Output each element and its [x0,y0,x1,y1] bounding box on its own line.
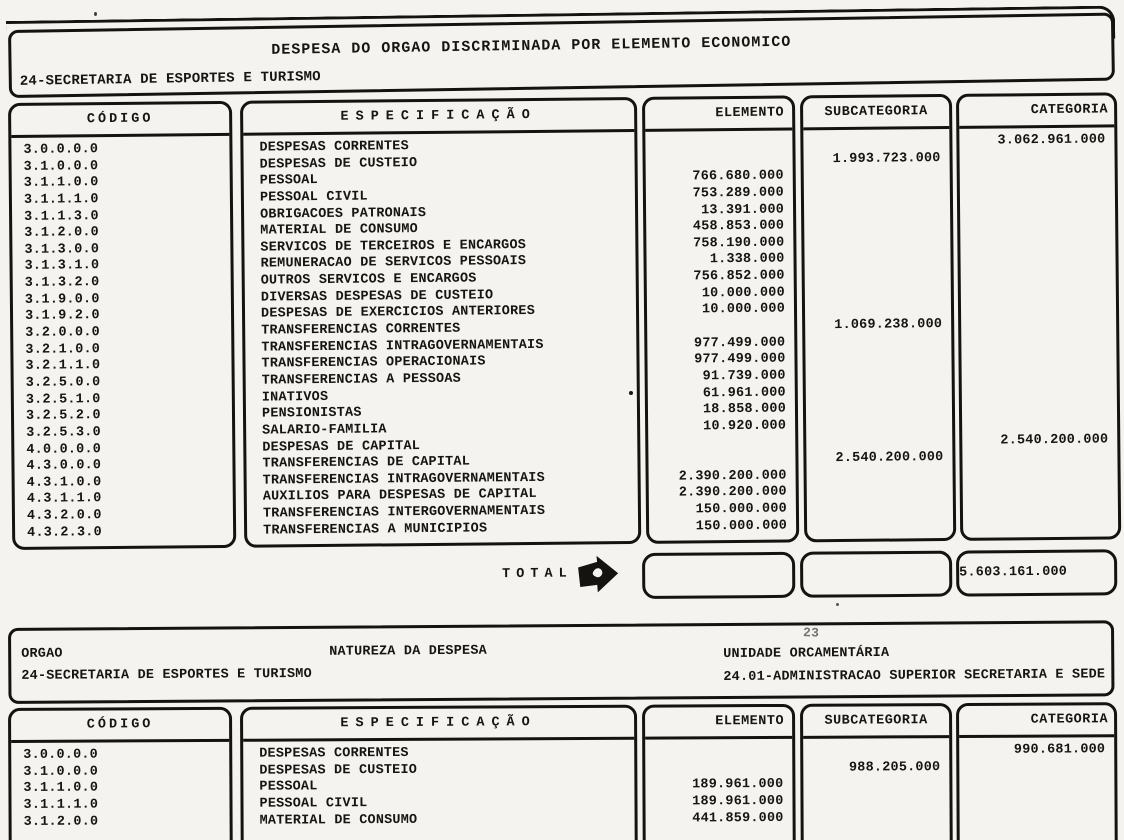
especificacao-cells [243,740,635,840]
subcategoria-cell [806,367,952,385]
total-subcategoria-box [800,551,952,598]
subcategoria-cell [803,776,949,793]
categoria-cell [959,775,1114,792]
column-header-codigo: CÓDIGO [11,710,229,743]
elemento-cell: 458.853.000 [692,218,785,235]
categoria-cell [961,299,1116,317]
categoria-cell [959,149,1114,167]
spec-cell: TRANSFERENCIAS A MUNICIPIOS [263,521,488,539]
total-subcategoria-value [803,554,949,595]
report-org-line: 24-SECRETARIA DE ESPORTES E TURISMO [19,69,321,90]
code-cell: 3.2.5.2.0 [25,408,101,425]
column-header-especificacao: ESPECIFICAÇÃO [243,708,634,742]
elemento-cell: 766.680.000 [692,168,784,185]
categoria-cell [963,482,1118,500]
categoria-cell [961,332,1116,350]
column-subcategoria [800,703,953,840]
code-cell: 3.1.1.0.0 [23,175,99,192]
code-cell: 3.1.9.0.0 [24,291,100,308]
code-cell: 3.1.0.0.0 [23,158,99,175]
categoria-cells [959,737,1115,840]
spec-cell: PESSOAL [259,779,318,795]
column-elemento [642,95,799,543]
elemento-cell: 13.391.000 [700,202,785,218]
column-header-elemento: ELEMENTO [645,98,792,131]
spec-cell: PESSOAL CIVIL [259,796,368,812]
code-cell: 4.0.0.0.0 [26,441,102,458]
subcategoria-cell [804,234,950,252]
code-cell: 3.2.5.3.0 [26,425,101,441]
column-categoria [956,702,1118,840]
subcategoria-cell: 988.205.000 [848,759,941,776]
column-subcategoria [800,94,956,542]
spec-cell: TRANSFERENCIAS OPERACIONAIS [261,354,486,372]
categoria-cell [961,282,1116,300]
categoria-cell [961,315,1116,333]
spec-cell: DESPESAS DE CAPITAL [262,438,421,456]
spec-cell: DESPESAS DE EXERCICIOS ANTERIORES [260,304,536,322]
subcategoria-cell [804,250,950,268]
subcategoria-cell [806,384,952,402]
elemento-cells [645,130,796,540]
elemento-cell: 91.739.000 [702,368,786,385]
column-especificacao [240,97,641,548]
elemento-cell: 150.000.000 [695,501,788,518]
spec-cell: TRANSFERENCIAS INTRAGOVERNAMENTAIS [262,470,545,489]
elemento-cell [648,435,795,453]
code-cell: 3.1.2.0.0 [23,814,99,830]
code-cell: 3.1.1.1.0 [23,192,99,208]
elemento-cell: 189.961.000 [692,777,784,793]
spec-cell: DESPESAS CORRENTES [259,745,409,762]
subcategoria-cell [803,743,949,760]
spec-cell: SERVICOS DE TERCEIROS E ENCARGOS [260,237,527,256]
subcategoria-cell [807,517,953,535]
elemento-cell: 18.858.000 [702,401,787,418]
subcategoria-cell [807,500,953,518]
unidade-label: UNIDADE ORCAMENTÁRIA [723,645,890,663]
elemento-cell [645,761,792,778]
elemento-cell: 977.499.000 [693,335,786,352]
spec-cell: TRANSFERENCIAS A PESSOAS [261,371,461,389]
subcategoria-cell [804,810,950,827]
column-header-subcategoria: SUBCATEGORIA [803,97,949,130]
subcategoria-cell: 2.540.200.000 [835,450,944,467]
column-header-especificacao: ESPECIFICAÇÃO [243,100,634,136]
elemento-cell: 441.859.000 [692,810,784,826]
total-elemento-value [645,555,792,596]
code-cell: 3.1.1.1.0 [23,797,99,813]
elemento-cell: 189.961.000 [692,793,784,810]
subcategoria-cells [803,738,950,840]
subcategoria-cell [806,417,952,435]
categoria-cell [960,809,1115,826]
elemento-cell [648,452,795,470]
subcategoria-cell [804,217,950,235]
elemento-cell [645,744,792,761]
subcategoria-cell [807,483,953,501]
elemento-cell: 10.000.000 [701,285,785,302]
elemento-cell: 1.338.000 [709,252,785,268]
categoria-cell: 990.681.000 [1013,742,1106,758]
total-row [8,547,1117,606]
code-cell: 3.2.5.0.0 [25,375,101,391]
categoria-cells [959,127,1118,537]
total-elemento-box [642,552,795,599]
column-categoria [956,92,1121,541]
column-header-categoria: CATEGORIA [959,95,1114,128]
categoria-cell: 2.540.200.000 [1000,431,1109,449]
elemento-cell: 61.961.000 [702,385,786,401]
code-cell: 3.1.3.1.0 [24,258,100,275]
elemento-cell: 2.390.200.000 [678,468,787,485]
unidade-value: 24.01-ADMINISTRACAO SUPERIOR SECRETARIA E SEDE [723,667,1106,686]
column-elemento [642,704,796,840]
categoria-cell: 3.062.961.000 [997,132,1106,149]
spec-cell: DESPESAS CORRENTES [259,139,409,156]
code-cell: 3.1.0.0.0 [23,764,99,780]
subcategoria-cell [804,201,950,219]
codigo-cells [11,136,233,547]
spec-cell: PENSIONISTAS [261,405,362,422]
scan-speckle [836,603,839,606]
spec-cell: AUXILIOS PARA DESPESAS DE CAPITAL [262,487,537,506]
subcategoria-cell [803,793,949,810]
categoria-cell [961,349,1116,367]
column-header-categoria: CATEGORIA [959,705,1114,738]
orgao-label: ORGAO [21,646,63,662]
spec-cell: OUTROS SERVICOS E ENCARGOS [260,271,477,289]
column-header-elemento: ELEMENTO [645,707,792,740]
elemento-cell [645,135,792,153]
categoria-cell [959,759,1114,776]
subcategoria-cell [807,467,953,485]
total-categoria-box [956,549,1117,596]
elemento-cell: 10.000.000 [701,301,786,318]
subcategoria-cell [803,134,949,152]
elemento-cell: 756.852.000 [693,268,785,285]
code-cell: 3.2.1.1.0 [25,358,101,375]
page-number-mark: 23 [802,625,820,641]
categoria-cell [963,515,1118,533]
subcategoria-cell [804,184,950,202]
spec-cell: DIVERSAS DESPESAS DE CUSTEIO [260,288,494,306]
scan-speckle [94,12,97,16]
elemento-cell: 753.289.000 [692,185,784,202]
codigo-cells [11,742,230,840]
report-title: DESPESA DO ORGAO DISCRIMINADA POR ELEMENTO ECONOMICO [271,33,792,59]
categoria-cell [962,449,1117,467]
subcategoria-cell [806,400,952,418]
categoria-cell [963,498,1118,516]
categoria-cell [960,249,1115,267]
categoria-cell [960,199,1115,217]
code-cell: 3.0.0.0.0 [23,142,99,158]
subcategoria-cell: 1.993.723.000 [832,150,941,167]
code-cell: 3.2.1.0.0 [25,341,101,358]
spec-cell: REMUNERACAO DE SERVICOS PESSOAIS [260,254,527,273]
subcategoria-cell [806,433,952,451]
spec-cell: PESSOAL [259,173,318,189]
spec-cell: MATERIAL DE CONSUMO [260,222,419,239]
subcategoria-cells [803,129,953,539]
code-cell: 3.1.1.3.0 [24,208,99,225]
subcategoria-cell [804,167,950,185]
spec-cell: INATIVOS [261,389,329,406]
unit-header-box [8,620,1115,704]
code-cell: 4.3.1.0.0 [26,474,102,491]
column-header-subcategoria: SUBCATEGORIA [803,706,949,739]
scan-speckle [629,391,633,395]
subcategoria-cell: 1.069.238.000 [834,317,943,334]
column-codigo [8,101,236,550]
elemento-cell [647,319,794,337]
subcategoria-cell [805,350,951,368]
column-especificacao [240,705,638,840]
subcategoria-cell [805,300,951,318]
column-header-codigo: CÓDIGO [11,104,229,138]
categoria-cell [962,415,1117,433]
code-cell: 4.3.1.1.0 [26,491,102,508]
spec-cell: TRANSFERENCIAS INTRAGOVERNAMENTAIS [261,337,544,356]
code-cell: 3.1.3.2.0 [24,275,100,291]
right-arrow-icon [576,554,620,594]
categoria-cell [960,166,1115,184]
elemento-cell: 150.000.000 [695,518,788,535]
subcategoria-cell [805,334,951,352]
categoria-cell [961,266,1116,284]
subcategoria-cell [805,267,951,285]
categoria-cell [962,399,1117,417]
spec-cell: TRANSFERENCIAS INTERGOVERNAMENTAIS [262,503,546,522]
categoria-cell [960,182,1115,200]
natureza-label: NATUREZA DA DESPESA [329,643,487,660]
categoria-cell [959,792,1114,809]
spec-cell: MATERIAL DE CONSUMO [259,812,418,829]
code-cell: 3.2.0.0.0 [25,325,100,341]
code-cell: 3.1.2.0.0 [24,225,100,242]
elemento-cell: 758.190.000 [692,235,785,252]
elemento-cell: 2.390.200.000 [678,484,787,502]
elemento-cell: 977.499.000 [694,351,786,368]
categoria-cell [960,232,1115,250]
categoria-cell [962,365,1117,383]
elemento-cell: 10.920.000 [703,418,787,435]
orgao-expense-table [8,92,1121,553]
categoria-cell [963,465,1118,483]
elemento-cells [645,739,793,840]
code-cell: 4.3.2.0.0 [26,508,102,524]
column-codigo [8,707,233,840]
orgao-value: 24-SECRETARIA DE ESPORTES E TURISMO [21,666,312,684]
code-cell: 3.2.5.1.0 [25,391,101,408]
unidade-expense-table [8,702,1118,840]
subcategoria-cell [805,284,951,302]
code-cell: 3.1.9.2.0 [24,308,100,325]
spec-cell: DESPESAS DE CUSTEIO [259,155,418,173]
spec-cell: TRANSFERENCIAS DE CAPITAL [262,454,471,472]
code-cell: 4.3.2.3.0 [27,524,102,541]
code-cell: 3.1.1.0.0 [23,780,99,797]
spec-cell: DESPESAS DE CUSTEIO [259,762,418,779]
spec-cell: TRANSFERENCIAS CORRENTES [261,321,461,339]
spec-cell: OBRIGACOES PATRONAIS [260,205,427,223]
code-cell: 4.3.0.0.0 [26,458,102,475]
especificacao-cells [243,132,638,545]
code-cell: 3.1.3.0.0 [24,241,100,258]
categoria-cell [962,382,1117,400]
spec-cell: SALARIO-FAMILIA [262,422,387,439]
total-label: TOTAL [502,566,573,583]
spec-cell: PESSOAL CIVIL [259,189,368,206]
elemento-cell [646,152,793,170]
total-categoria-value: 5.603.161.000 [959,564,1068,581]
code-cell: 3.0.0.0.0 [23,747,99,763]
categoria-cell [960,216,1115,234]
